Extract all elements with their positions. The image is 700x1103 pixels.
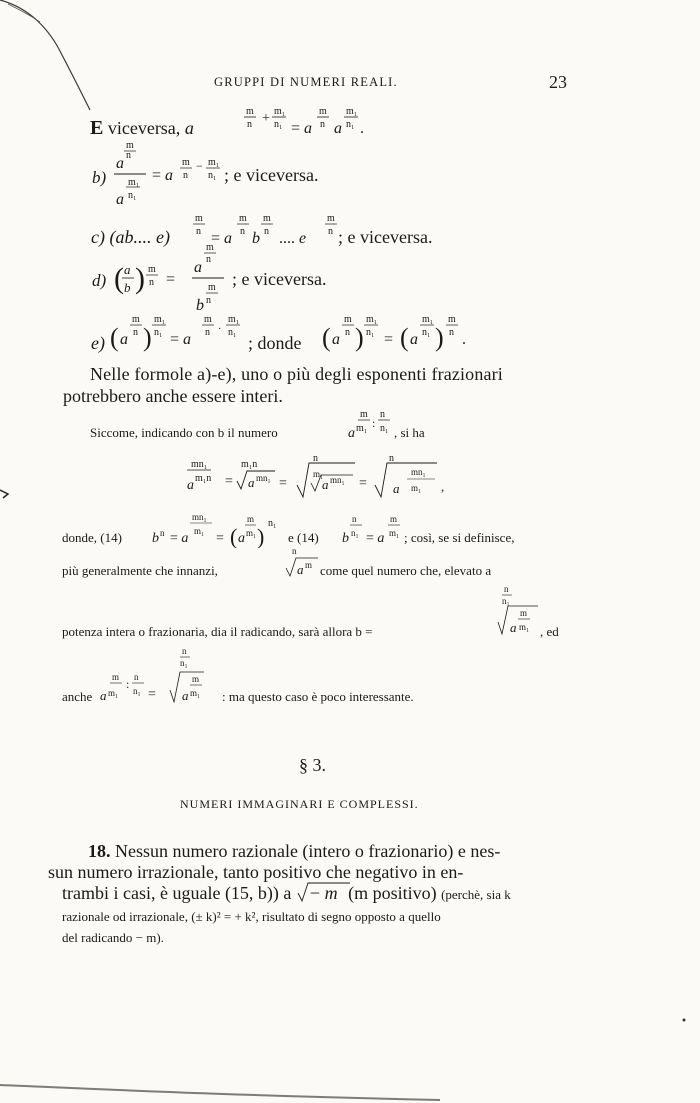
svg-text:=: = — [216, 531, 224, 546]
svg-text:m: m — [390, 514, 398, 524]
svg-text:m: m — [192, 674, 200, 684]
p18-line3-b: (m positivo) — [348, 883, 437, 903]
body-p2-line4-b: , ed — [540, 624, 559, 639]
svg-text:n: n — [247, 119, 252, 130]
svg-text:n: n — [183, 170, 188, 181]
svg-text:n₁: n₁ — [351, 528, 359, 538]
svg-text:m: m — [520, 608, 528, 618]
svg-text:m: m — [448, 314, 456, 325]
svg-text:a: a — [116, 191, 124, 208]
body-p2-line1-a: Siccome, indicando con b il numero — [90, 425, 278, 440]
svg-text:a: a — [393, 481, 400, 496]
svg-text:(: ( — [400, 323, 409, 352]
svg-text:a: a — [187, 478, 194, 493]
svg-text:n: n — [134, 672, 139, 682]
svg-text::: : — [126, 677, 130, 691]
svg-text:n: n — [380, 409, 385, 420]
svg-text:n: n — [328, 226, 333, 237]
svg-text:m: m — [132, 314, 140, 325]
svg-text:n: n — [264, 226, 269, 237]
body-p2-eq14-a — [150, 508, 300, 548]
body-p2-line2-c: ; così, se si definisce, — [404, 530, 515, 545]
svg-text:a: a — [248, 475, 255, 490]
svg-text:m: m — [204, 314, 212, 325]
svg-text:m: m — [305, 560, 313, 570]
formula-e-math-1 — [110, 308, 270, 353]
svg-text:=: = — [225, 474, 233, 489]
body-p2-line4: potenza intera o frazionaria, dia il radicando, sarà allora b = — [62, 624, 373, 639]
svg-text:n: n — [320, 119, 325, 130]
svg-text:n₁: n₁ — [380, 423, 389, 434]
svg-text:n: n — [206, 295, 211, 306]
svg-text:,: , — [441, 479, 445, 494]
svg-text:a: a — [100, 688, 107, 703]
svg-text:mn₁: mn₁ — [191, 459, 208, 470]
svg-text:m: m — [319, 106, 327, 117]
svg-text:a: a — [348, 426, 355, 441]
svg-text:m₁: m₁ — [190, 688, 201, 698]
svg-text:a: a — [334, 120, 342, 137]
svg-text:a: a — [120, 331, 128, 348]
body-p2-line5-math — [96, 646, 236, 708]
svg-text:n₁: n₁ — [268, 518, 277, 529]
svg-text:m₁: m₁ — [246, 528, 257, 538]
svg-text:n: n — [449, 327, 454, 338]
svg-text:(: ( — [322, 323, 331, 352]
svg-text:n: n — [126, 150, 131, 161]
p18-line5: del radicando − m). — [62, 930, 164, 945]
svg-text:= a: = a — [170, 531, 189, 546]
svg-text:n₁: n₁ — [128, 190, 137, 201]
svg-text:b): b) — [92, 168, 107, 187]
svg-text:m: m — [344, 314, 352, 325]
svg-text:(: ( — [110, 323, 119, 352]
svg-text:n₁: n₁ — [180, 658, 188, 668]
svg-text:a: a — [297, 562, 304, 577]
paragraph-number: 18. — [88, 841, 111, 861]
svg-text:m: m — [208, 282, 216, 293]
svg-text:= a: = a — [211, 230, 233, 247]
svg-text:+: + — [262, 111, 270, 126]
svg-text:n₁: n₁ — [502, 596, 510, 606]
svg-text:.: . — [360, 120, 364, 137]
svg-text:m: m — [206, 242, 214, 253]
svg-text:): ) — [355, 323, 364, 352]
svg-text:a: a — [510, 620, 517, 635]
svg-text:n: n — [149, 277, 154, 288]
svg-text:n: n — [160, 528, 165, 538]
svg-text:m: m — [148, 264, 156, 275]
svg-text:m₁: m₁ — [194, 526, 205, 536]
svg-text:n: n — [196, 226, 201, 237]
svg-text:n₁: n₁ — [274, 119, 283, 130]
svg-text:n: n — [313, 453, 318, 464]
svg-text:m₁: m₁ — [108, 688, 119, 698]
p18-line2: sun numero irrazionale, tanto positivo che negativo in en- — [48, 862, 464, 882]
svg-text:m₁: m₁ — [389, 528, 400, 538]
svg-text:= a: = a — [366, 531, 385, 546]
svg-text:mn₁: mn₁ — [192, 512, 207, 522]
svg-text:mn₁: mn₁ — [330, 475, 345, 485]
svg-text:): ) — [135, 262, 145, 295]
svg-text:a: a — [182, 688, 189, 703]
svg-text:m₁: m₁ — [208, 157, 220, 168]
p18-line3 — [62, 883, 511, 904]
p18-line3-a: trambi i casi, è uguale (15, b)) a — [62, 883, 292, 903]
body-p1-line2: potrebbero anche essere interi. — [63, 386, 283, 406]
svg-text:n: n — [345, 327, 350, 338]
svg-text:m: m — [126, 140, 134, 151]
svg-text:b: b — [252, 230, 260, 247]
formula-c-left: c) (ab.... e) — [91, 227, 170, 247]
svg-text:b: b — [196, 297, 204, 314]
svg-text:a: a — [332, 331, 340, 348]
running-title: GRUPPI DI NUMERI REALI. — [214, 75, 398, 89]
formula-e-left: e) — [91, 333, 105, 353]
svg-text:mn₁: mn₁ — [256, 473, 271, 483]
formula-e-mid: ; donde — [248, 333, 302, 353]
svg-text:n₁: n₁ — [208, 170, 217, 181]
svg-text:): ) — [435, 323, 444, 352]
svg-text:n: n — [205, 327, 210, 338]
svg-text:m₁: m₁ — [128, 177, 140, 188]
svg-text:n: n — [206, 254, 211, 265]
svg-text:n: n — [504, 584, 509, 594]
svg-text:= a: = a — [152, 167, 174, 184]
formula-a-math — [242, 100, 462, 140]
body-p2-line3-b: come quel numero che, elevato a — [320, 563, 492, 578]
section-mark: § 3. — [299, 755, 326, 775]
body-p2-radical-chain — [185, 453, 485, 503]
svg-text:n₁: n₁ — [346, 119, 355, 130]
svg-text:.... e: .... e — [279, 230, 307, 247]
svg-text:=: = — [166, 271, 176, 288]
sqrt-minus-m: − m — [296, 883, 338, 904]
svg-text:m₁: m₁ — [313, 469, 324, 479]
svg-text:.: . — [462, 331, 466, 348]
p18-line1-text: Nessun numero razionale (intero o frazionario) e nes- — [115, 841, 501, 861]
svg-text:m₁: m₁ — [274, 106, 286, 117]
p18-line3-c: (perchè, sia k — [441, 887, 511, 902]
svg-text:m: m — [112, 672, 120, 682]
svg-text:n₁: n₁ — [154, 327, 163, 338]
svg-text:m: m — [182, 157, 190, 168]
svg-text:b: b — [152, 531, 159, 546]
page-number: 23 — [549, 72, 567, 92]
body-p1-line1: Nelle formole a)-e), uno o più degli esponenti frazionari — [90, 364, 503, 384]
svg-text:): ) — [143, 323, 152, 352]
svg-text:b: b — [124, 280, 131, 295]
svg-text:m₁: m₁ — [154, 314, 166, 325]
svg-text:m₁: m₁ — [366, 314, 378, 325]
svg-text:= a: = a — [291, 120, 313, 137]
svg-text:mn₁: mn₁ — [411, 467, 426, 477]
body-p2-line2-a: donde, (14) — [62, 530, 122, 545]
svg-text:): ) — [257, 524, 265, 548]
svg-text:n: n — [389, 453, 394, 464]
svg-text:m: m — [239, 213, 247, 224]
svg-text:=: = — [359, 476, 367, 491]
svg-text:(: ( — [114, 262, 124, 295]
svg-text:m₁: m₁ — [422, 314, 434, 325]
svg-text:n: n — [240, 226, 245, 237]
svg-text:m: m — [360, 409, 368, 420]
svg-text:m₁: m₁ — [346, 106, 358, 117]
svg-text:m: m — [263, 213, 271, 224]
svg-text:=: = — [279, 476, 287, 491]
body-p2-line5-a: anche — [62, 689, 93, 704]
svg-text:=: = — [148, 687, 156, 702]
svg-text:m: m — [327, 213, 335, 224]
body-p2-line2-b: e (14) — [288, 530, 319, 545]
formula-e-math-2 — [322, 308, 502, 353]
svg-text:·: · — [218, 324, 222, 335]
formula-c-tail: ; e viceversa. — [338, 227, 433, 247]
svg-text:a: a — [322, 477, 329, 492]
svg-text:n₁: n₁ — [228, 327, 237, 338]
svg-text:n₁: n₁ — [366, 327, 375, 338]
svg-text:n₁: n₁ — [133, 686, 141, 696]
svg-text:m₁n: m₁n — [195, 473, 212, 484]
svg-text:m₁: m₁ — [356, 423, 368, 434]
svg-text:= a: = a — [170, 331, 192, 348]
body-p2-line5-b: : ma questo caso è poco interessante. — [222, 689, 414, 704]
svg-text:d): d) — [92, 271, 107, 290]
formula-b-tail: ; e viceversa. — [224, 165, 319, 185]
svg-text:m₁: m₁ — [519, 622, 530, 632]
p18-line4: razionale od irrazionale, (± k)² = + k², risultato di segno opposto a quello — [62, 909, 441, 924]
svg-text:a: a — [194, 259, 202, 276]
section-title: NUMERI IMMAGINARI E COMPLESSI. — [180, 797, 419, 811]
svg-text:=: = — [384, 331, 394, 348]
svg-text:a: a — [124, 262, 131, 277]
svg-text:m: m — [246, 106, 254, 117]
svg-text:n: n — [352, 514, 357, 524]
body-p2-line3: più generalmente che innanzi, — [62, 563, 218, 578]
formula-a: E viceversa, a — [90, 117, 194, 139]
svg-text:(: ( — [230, 524, 238, 548]
svg-text:n: n — [133, 327, 138, 338]
formula-a-label: viceversa, — [107, 118, 181, 138]
svg-text:m₁: m₁ — [228, 314, 240, 325]
body-p2-line1-b: , si ha — [394, 425, 425, 440]
svg-text:a: a — [238, 531, 245, 546]
formula-d-tail: ; e viceversa. — [232, 269, 327, 289]
svg-text:m: m — [195, 213, 203, 224]
svg-text:m₁: m₁ — [411, 483, 422, 493]
svg-text:n: n — [182, 646, 187, 656]
svg-text:m₁n: m₁n — [241, 459, 258, 470]
svg-text:−: − — [196, 159, 203, 173]
svg-text::: : — [372, 416, 376, 430]
svg-text:b: b — [342, 531, 349, 546]
p18-line1 — [88, 841, 500, 862]
svg-text:n: n — [292, 546, 297, 556]
svg-text:a: a — [410, 331, 418, 348]
svg-text:m: m — [247, 514, 255, 524]
svg-text:n₁: n₁ — [422, 327, 431, 338]
svg-text:a: a — [116, 155, 124, 172]
